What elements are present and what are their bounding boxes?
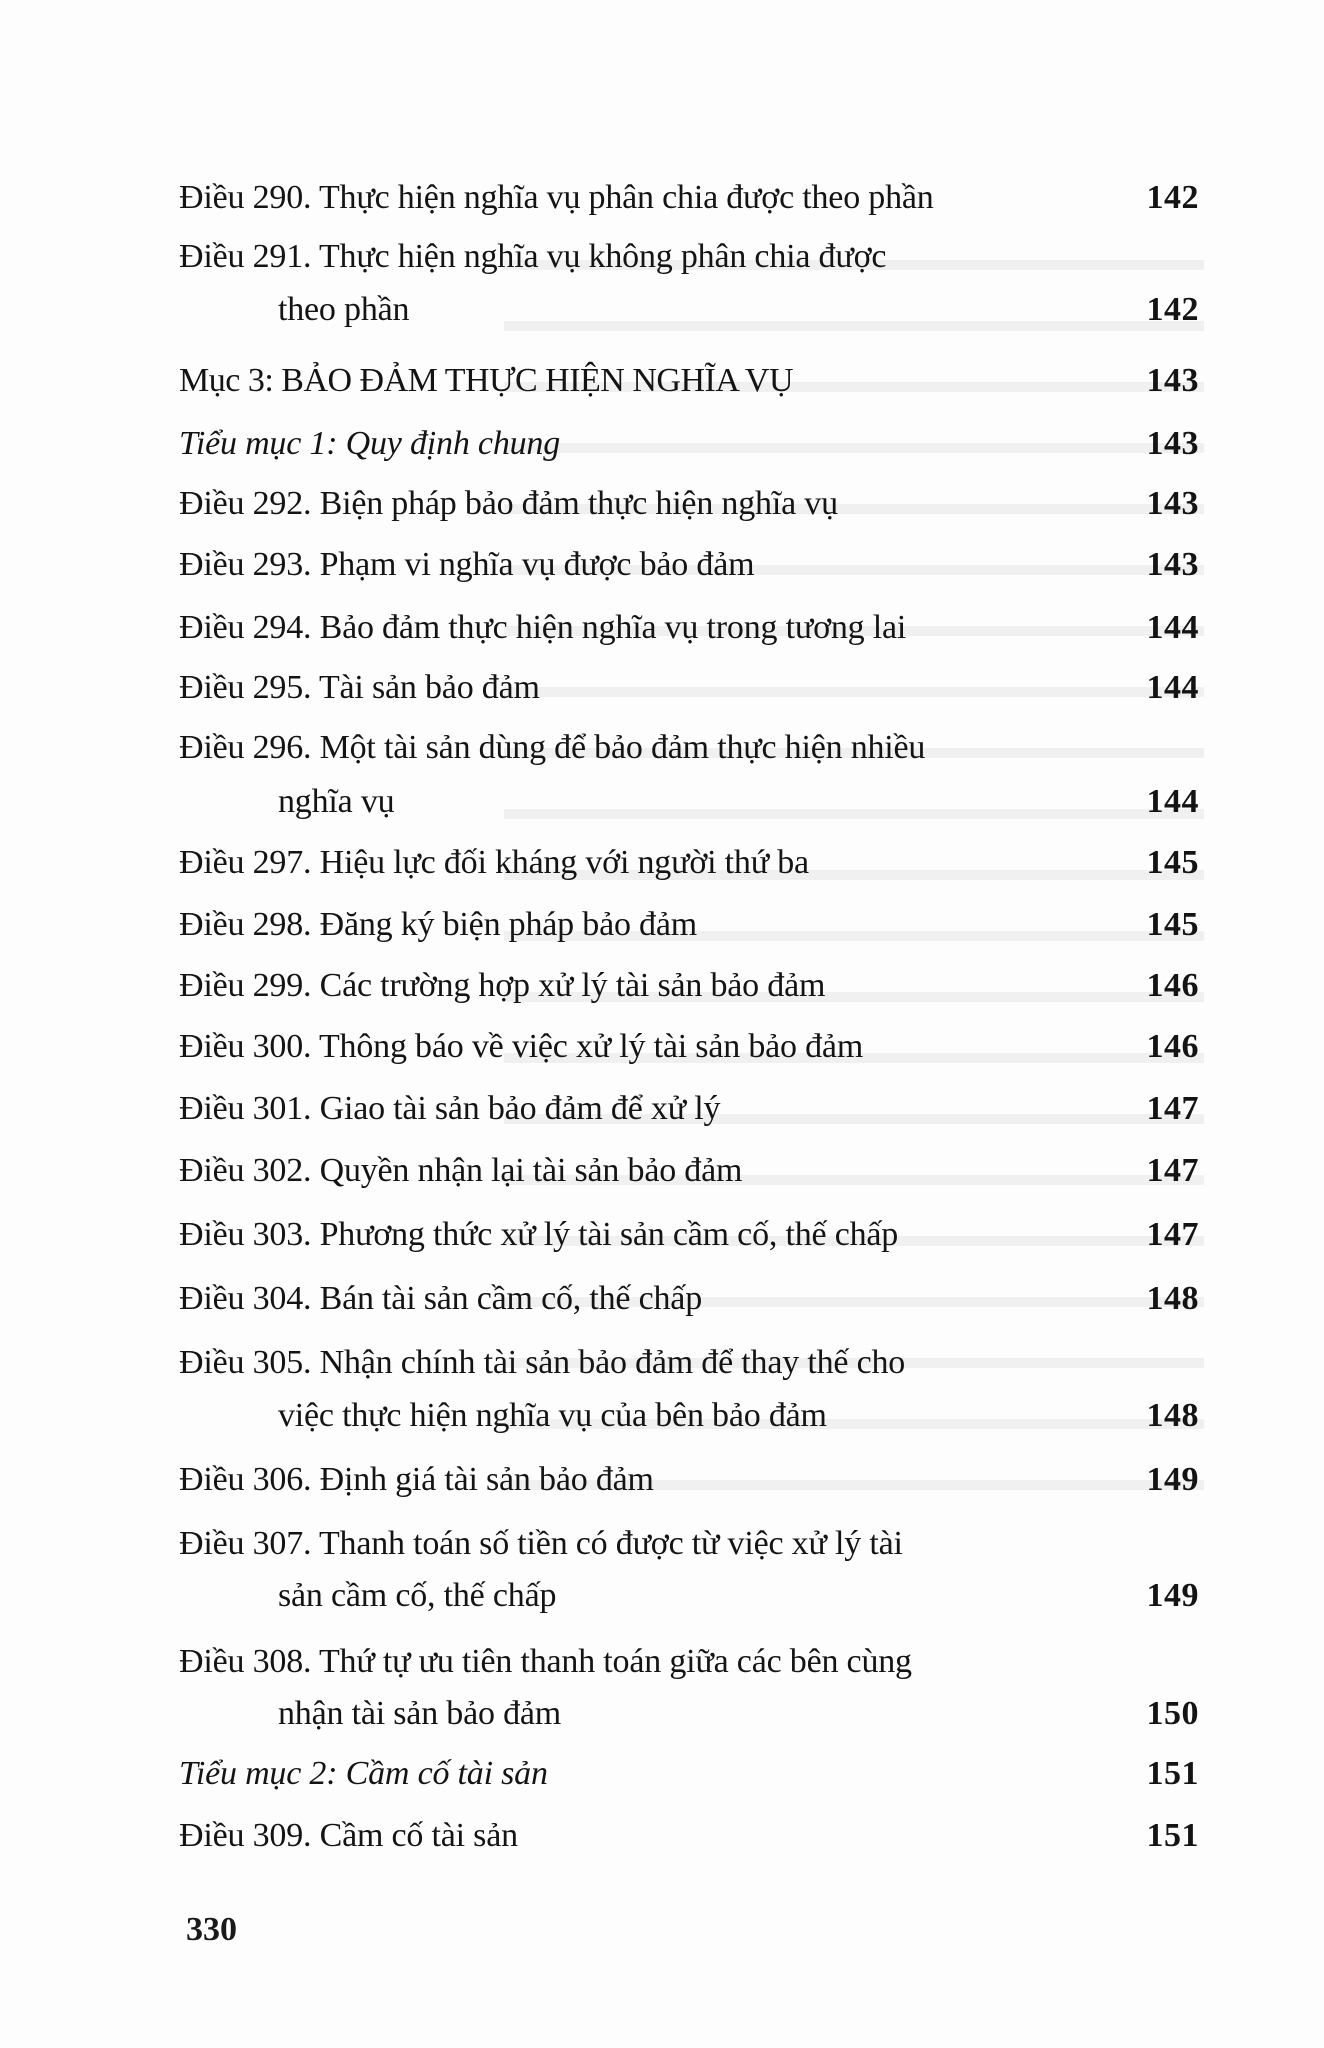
toc-entry-title: Điều 304. Bán tài sản cầm cố, thế chấp — [179, 1280, 703, 1317]
toc-entry-title: Điều 290. Thực hiện nghĩa vụ phân chia được theo phần — [179, 179, 934, 216]
toc-entry-title: Tiểu mục 1: Quy định chung — [179, 425, 561, 462]
toc-entry-page: 147 — [1146, 1090, 1199, 1127]
toc-entry-page: 144 — [1146, 609, 1199, 646]
toc-entry — [179, 956, 1199, 1016]
toc-section-heading — [179, 351, 1199, 411]
toc-entry-page: 149 — [1146, 1461, 1199, 1498]
toc-entry-title: Điều 291. Thực hiện nghĩa vụ không phân chia được — [179, 238, 887, 275]
toc-entry-page: 144 — [1146, 783, 1199, 820]
toc-entry — [179, 1269, 1199, 1329]
toc-entry — [179, 1141, 1199, 1201]
toc-subsection-heading — [179, 414, 1199, 474]
toc-entry-title: Tiểu mục 2: Cầm cố tài sản — [179, 1755, 548, 1792]
toc-entry — [179, 1632, 1199, 1692]
toc-entry-page: 143 — [1146, 362, 1199, 399]
toc-entry — [179, 535, 1199, 595]
toc-entry-page: 145 — [1146, 844, 1199, 881]
toc-entry-title: Điều 298. Đăng ký biện pháp bảo đảm — [179, 906, 697, 943]
toc-entry-title: Điều 299. Các trường hợp xử lý tài sản bảo đảm — [179, 967, 826, 1004]
toc-entry-page: 145 — [1146, 906, 1199, 943]
toc-entry — [179, 895, 1199, 955]
toc-entry — [179, 1514, 1199, 1574]
toc-entry — [179, 1205, 1199, 1265]
toc-entry-title: Điều 305. Nhận chính tài sản bảo đảm để thay thế cho — [179, 1344, 906, 1381]
toc-entry-title: Điều 293. Phạm vi nghĩa vụ được bảo đảm — [179, 546, 755, 583]
toc-entry-title: Điều 303. Phương thức xử lý tài sản cầm cố, thế chấp — [179, 1216, 899, 1253]
toc-entry-title: nhận tài sản bảo đảm — [278, 1695, 562, 1732]
toc-entry — [179, 1333, 1199, 1393]
toc-entry-continuation — [179, 280, 1199, 340]
toc-entry-title: theo phần — [278, 291, 410, 328]
toc-entry — [179, 1017, 1199, 1077]
toc-entry-title: Điều 301. Giao tài sản bảo đảm để xử lý — [179, 1090, 721, 1127]
toc-entry-continuation — [179, 1684, 1199, 1744]
toc-entry — [179, 718, 1199, 778]
toc-entry — [179, 227, 1199, 287]
toc-entry-title: Điều 300. Thông báo về việc xử lý tài sản bảo đảm — [179, 1028, 864, 1065]
toc-entry-page: 146 — [1146, 1028, 1199, 1065]
toc-entry-page: 144 — [1146, 669, 1199, 706]
toc-entry-page: 142 — [1146, 291, 1199, 328]
toc-entry-title: nghĩa vụ — [278, 783, 395, 820]
toc-entry-page: 151 — [1146, 1755, 1199, 1792]
toc-entry-title: Điều 296. Một tài sản dùng để bảo đảm thực hiện nhiều — [179, 729, 926, 766]
page-number: 330 — [186, 1911, 237, 1948]
toc-entry-title: Điều 308. Thứ tự ưu tiên thanh toán giữa các bên cùng — [179, 1643, 912, 1680]
toc-entry-continuation — [179, 1566, 1199, 1626]
toc-entry-page: 143 — [1146, 546, 1199, 583]
toc-entry-title: Điều 302. Quyền nhận lại tài sản bảo đảm — [179, 1152, 743, 1189]
toc-entry — [179, 1079, 1199, 1139]
toc-entry — [179, 168, 1199, 228]
toc-entry — [179, 1450, 1199, 1510]
toc-entry — [179, 658, 1199, 718]
toc-entry-title: sản cầm cố, thế chấp — [278, 1577, 557, 1614]
toc-entry — [179, 598, 1199, 658]
toc-entry-page: 151 — [1146, 1817, 1199, 1854]
toc-entry-page: 148 — [1146, 1280, 1199, 1317]
toc-entry-page: 149 — [1146, 1577, 1199, 1614]
toc-entry-page: 147 — [1146, 1216, 1199, 1253]
toc-entry-title: việc thực hiện nghĩa vụ của bên bảo đảm — [278, 1397, 827, 1434]
toc-entry-page: 146 — [1146, 967, 1199, 1004]
toc-entry-title: Điều 292. Biện pháp bảo đảm thực hiện nghĩa vụ — [179, 485, 838, 522]
toc-entry-continuation — [179, 1386, 1199, 1446]
toc-entry-title: Điều 295. Tài sản bảo đảm — [179, 669, 540, 706]
toc-entry — [179, 833, 1199, 893]
toc-entry-title: Điều 309. Cầm cố tài sản — [179, 1817, 518, 1854]
toc-entry-page: 148 — [1146, 1397, 1199, 1434]
toc-entry-page: 143 — [1146, 485, 1199, 522]
toc-entry-page: 150 — [1146, 1695, 1199, 1732]
toc-entry-title: Điều 307. Thanh toán số tiền có được từ việc xử lý tài — [179, 1525, 903, 1562]
toc-entry-page: 147 — [1146, 1152, 1199, 1189]
toc-entry-title: Điều 306. Định giá tài sản bảo đảm — [179, 1461, 654, 1498]
toc-entry-title: Điều 294. Bảo đảm thực hiện nghĩa vụ trong tương lai — [179, 609, 907, 646]
toc-entry-title: Mục 3: BẢO ĐẢM THỰC HIỆN NGHĨA VỤ — [179, 362, 794, 399]
toc-entry-page: 143 — [1146, 425, 1199, 462]
toc-entry — [179, 1806, 1199, 1866]
toc-subsection-heading — [179, 1744, 1199, 1804]
toc-entry-continuation — [179, 772, 1199, 832]
toc-entry-page: 142 — [1146, 179, 1199, 216]
toc-entry — [179, 474, 1199, 534]
toc-entry-title: Điều 297. Hiệu lực đối kháng với người thứ ba — [179, 844, 809, 881]
